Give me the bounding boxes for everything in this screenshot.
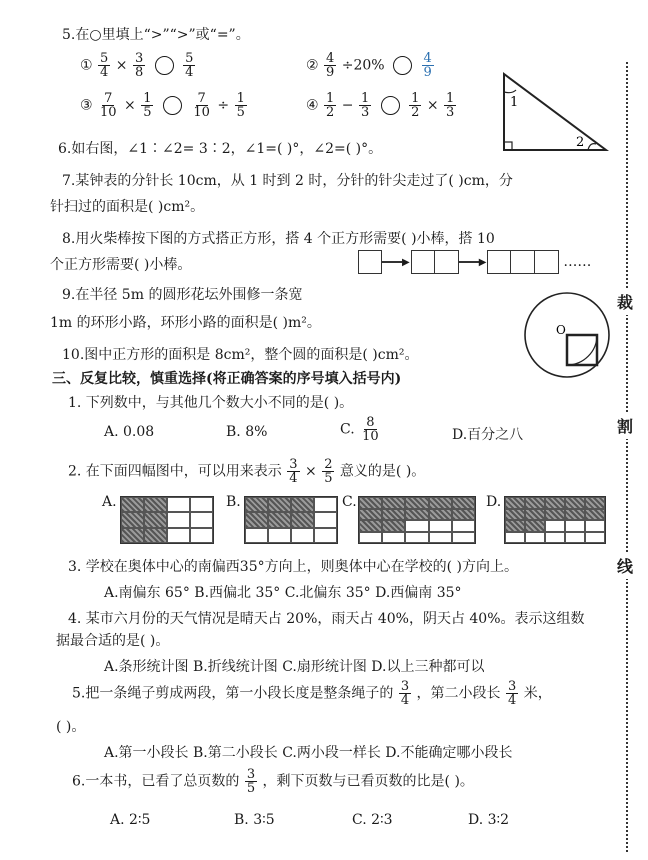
grid-cell xyxy=(359,520,382,532)
q10-text: 10.图中正方形的面积是 8cm²，整个圆的面积是( )cm²。 xyxy=(62,347,419,363)
grid-cell xyxy=(452,497,475,509)
grid-cell xyxy=(268,528,291,543)
grid-cell xyxy=(452,532,475,544)
section-3-title: 三、反复比较，慎重选择(将正确答案的序号填入括号内) xyxy=(52,371,402,387)
matchstick-squares-figure: ▶ ▶ …… xyxy=(358,250,591,274)
grid-cell xyxy=(359,497,382,509)
center-label: O xyxy=(556,323,566,337)
grid-cell xyxy=(121,497,144,512)
grid-cell xyxy=(505,509,525,521)
q9-line2: 1m 的环形小路，环形小路的面积是( )m²。 xyxy=(50,315,321,331)
q5-label-1: ① xyxy=(80,57,93,74)
grid-cell xyxy=(565,520,585,532)
grid-cell xyxy=(525,497,545,509)
grid-cell xyxy=(382,520,405,532)
grid-cell xyxy=(245,497,268,512)
grid-cell xyxy=(585,532,605,544)
grid-cell xyxy=(359,509,382,521)
mc2-option-b-grid[interactable] xyxy=(244,496,338,544)
grid-cell xyxy=(268,497,291,512)
grid-cell xyxy=(545,520,565,532)
continuation-dots: …… xyxy=(563,254,592,270)
mc6-option-c[interactable]: C. 2∶3 xyxy=(352,812,393,828)
mc3-stem: 3. 学校在奥体中心的南偏西35°方向上，则奥体中心在学校的( )方向上。 xyxy=(68,559,518,575)
mc2-option-b-label[interactable]: B. xyxy=(226,494,241,510)
mc6-option-d[interactable]: D. 3∶2 xyxy=(468,812,510,828)
grid-cell xyxy=(291,512,314,527)
grid-cell xyxy=(291,497,314,512)
grid-cell xyxy=(565,497,585,509)
grid-cell xyxy=(314,497,337,512)
cut-line-char-2: 割 xyxy=(617,412,633,439)
grid-cell xyxy=(190,528,213,543)
mc5-options[interactable]: A.第一小段长 B.第二小段长 C.两小段一样长 D.不能确定哪小段长 xyxy=(104,745,513,761)
mc2-option-c-grid[interactable] xyxy=(358,496,476,544)
grid-cell xyxy=(382,532,405,544)
q8-line1: 8.用火柴棒按下图的方式搭正方形，搭 4 个正方形需要( )小棒，搭 10 xyxy=(62,231,495,247)
grid-cell xyxy=(585,509,605,521)
grid-cell xyxy=(314,512,337,527)
grid-cell xyxy=(429,509,452,521)
grid-cell xyxy=(245,512,268,527)
grid-cell xyxy=(405,497,428,509)
grid-cell xyxy=(167,512,190,527)
grid-cell xyxy=(190,497,213,512)
grid-cell xyxy=(525,520,545,532)
grid-cell xyxy=(525,532,545,544)
grid-cell xyxy=(565,509,585,521)
q6-text: 6.如右图，∠1∶∠2= 3∶2，∠1=( )°，∠2=( )°。 xyxy=(58,141,383,157)
grid-cell xyxy=(144,512,167,527)
angle-1-label: 1 xyxy=(510,95,519,110)
cut-line-char-1: 裁 xyxy=(617,288,633,315)
grid-cell xyxy=(359,532,382,544)
grid-cell xyxy=(405,532,428,544)
grid-cell xyxy=(452,520,475,532)
q5-problem-4: ④ $\frac{1}{2}$ − $\frac{1}{3}$ $\frac{1}{2}$ × $\frac{1}{3}$ xyxy=(306,91,455,120)
mc6-stem: 6.一本书，已看了总页数的 $\frac{3}{5}$ ，剩下页数与已看页数的比是( )。 xyxy=(72,767,474,796)
answer-circle[interactable] xyxy=(163,96,182,115)
cut-line-char-3: 线 xyxy=(617,552,633,579)
q7-line1: 7.某钟表的分针长 10cm，从 1 时到 2 时，分针的针尖走过了( )cm，分 xyxy=(62,173,513,189)
grid-cell xyxy=(121,512,144,527)
circle-square-figure xyxy=(522,290,612,380)
mc3-options[interactable]: A.南偏东 65° B.西偏北 35° C.北偏东 35° D.西偏南 35° xyxy=(104,585,462,601)
grid-cell xyxy=(382,509,405,521)
grid-cell xyxy=(565,532,585,544)
mc5-stem: 5.把一条绳子剪成两段，第一小段长度是整条绳子的 $\frac{3}{4}$ ，第二小段长 $\frac{3}{4}$ 米， xyxy=(72,679,552,708)
mc2-option-a-grid[interactable] xyxy=(120,496,214,544)
grid-cell xyxy=(144,528,167,543)
mc2-option-d-grid[interactable] xyxy=(504,496,606,544)
answer-circle[interactable] xyxy=(155,56,174,75)
grid-cell xyxy=(144,497,167,512)
grid-cell xyxy=(121,528,144,543)
grid-cell xyxy=(585,497,605,509)
grid-cell xyxy=(245,528,268,543)
grid-cell xyxy=(382,497,405,509)
grid-cell xyxy=(167,528,190,543)
mc4-options[interactable]: A.条形统计图 B.折线统计图 C.扇形统计图 D.以上三种都可以 xyxy=(104,659,485,675)
mc4-line2: 据最合适的是( )。 xyxy=(56,633,170,649)
angle-2-label: 2 xyxy=(576,135,585,150)
mc1-option-d[interactable]: D.百分之八 xyxy=(452,427,524,443)
answer-circle[interactable] xyxy=(393,56,412,75)
right-triangle-figure xyxy=(496,70,612,154)
mc2-option-c-label[interactable]: C. xyxy=(342,494,357,510)
cut-line xyxy=(626,62,628,852)
grid-cell xyxy=(429,497,452,509)
q5-problem-3: ③ $\frac{7}{10}$ × $\frac{1}{5}$ $\frac{7}{10}$ ÷ $\frac{1}{5}$ xyxy=(80,91,245,120)
grid-cell xyxy=(429,520,452,532)
grid-cell xyxy=(429,532,452,544)
mc6-option-a[interactable]: A. 2∶5 xyxy=(110,812,151,828)
mc6-option-b[interactable]: B. 3∶5 xyxy=(234,812,275,828)
grid-cell xyxy=(585,520,605,532)
grid-cell xyxy=(505,497,525,509)
mc2-stem: 2. 在下面四幅图中，可以用来表示 $\frac{3}{4}$ × $\frac{2}{5}$ 意义的是( )。 xyxy=(68,457,426,486)
mc2-option-d-label[interactable]: D. xyxy=(486,494,502,510)
q5-problem-2: ② $\frac{4}{9}$ ÷20% $\frac{4}{9}$ xyxy=(306,51,432,80)
grid-cell xyxy=(545,509,565,521)
mc1-option-c[interactable]: C. $\frac{8}{10}$ xyxy=(340,415,379,444)
grid-cell xyxy=(405,520,428,532)
grid-cell xyxy=(405,509,428,521)
grid-cell xyxy=(268,512,291,527)
grid-cell xyxy=(505,520,525,532)
grid-cell xyxy=(314,528,337,543)
mc1-option-a[interactable]: A. 0.08 xyxy=(104,424,155,440)
mc1-stem: 1. 下列数中，与其他几个数大小不同的是( )。 xyxy=(68,395,354,411)
answer-circle[interactable] xyxy=(381,96,400,115)
mc5-line2: ( )。 xyxy=(56,719,86,735)
mc2-option-a-label[interactable]: A. xyxy=(102,494,117,510)
q5-problem-1: ① $\frac{5}{4}$ × $\frac{3}{8}$ $\frac{5}{4}$ xyxy=(80,51,194,80)
grid-cell xyxy=(291,528,314,543)
grid-cell xyxy=(505,532,525,544)
q7-line2: 针扫过的面积是( )cm²。 xyxy=(50,199,205,215)
q9-line1: 9.在半径 5m 的圆形花坛外围修一条宽 xyxy=(62,287,303,303)
grid-cell xyxy=(525,509,545,521)
mc1-option-b[interactable]: B. 8% xyxy=(226,424,268,440)
grid-cell xyxy=(545,497,565,509)
mc4-line1: 4. 某市六月份的天气情况是晴天占 20%，雨天占 40%，阴天占 40%。表示这组数 xyxy=(68,611,585,627)
grid-cell xyxy=(452,509,475,521)
q8-line2: 个正方形需要( )小棒。 xyxy=(50,257,192,273)
grid-cell xyxy=(190,512,213,527)
grid-cell xyxy=(167,497,190,512)
q5-title: 5.在○里填上“>”“>”或“=”。 xyxy=(62,27,250,43)
grid-cell xyxy=(545,532,565,544)
